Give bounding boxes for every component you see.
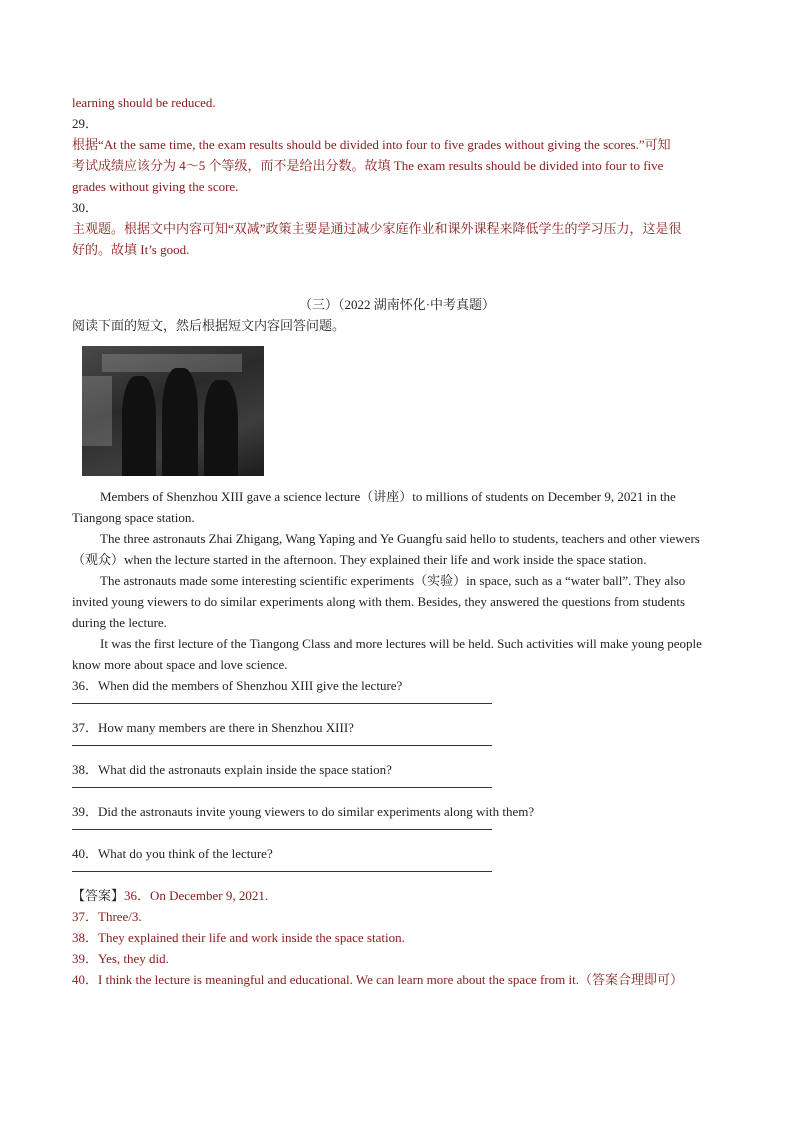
q29-explanation-2: 考试成绩应该分为 4～5 个等级，而不是给出分数。故填 The exam results should be divided into four to five (72, 158, 664, 173)
prev-answer-tail: learning should be reduced. (72, 95, 216, 110)
document-page (72, 92, 722, 990)
section-instruction: 阅读下面的短文，然后根据短文内容回答问题。 (72, 318, 346, 333)
passage-paragraph-2: The three astronauts Zhai Zhigang, Wang Yaping and Ye Guangfu said hello to students, teachers and other viewers（观众）when the lecture started in the afternoon. They explained their life and work inside the space station. (72, 531, 700, 567)
question-38: 38．What did the astronauts explain inside the space station? (72, 762, 392, 777)
passage-paragraph-4: It was the first lecture of the Tiangong Class and more lectures will be held. Such activities will make young people know more about space and love science. (72, 636, 702, 672)
answer-38: 38．They explained their life and work inside the space station. (72, 930, 405, 945)
section-title: （三）（2022 湖南怀化·中考真题） (298, 297, 496, 312)
answer-37: 37．Three/3. (72, 909, 142, 924)
question-36: 36．When did the members of Shenzhou XIII give the lecture? (72, 678, 403, 693)
answer-40: 40．I think the lecture is meaningful and educational. We can learn more about the space from it.（答案合理即可） (72, 972, 683, 987)
answer-line-37[interactable] (72, 745, 492, 746)
answer-line-40[interactable] (72, 871, 492, 872)
answer-36: 【答案】36．On December 9, 2021. (72, 888, 269, 903)
question-37: 37．How many members are there in Shenzhou XIII? (72, 720, 354, 735)
question-39: 39．Did the astronauts invite young viewers to do similar experiments along with them? (72, 804, 535, 819)
passage-paragraph-3: The astronauts made some interesting scientific experiments（实验）in space, such as a “water ball”. They also invited young viewers to do similar experiments along with them. Besides, they answered the questions from students during the lecture. (72, 573, 686, 630)
q29-explanation-1: 根据“At the same time, the exam results should be divided into four to five grades without giving the scores.”可知 (72, 137, 671, 152)
answer-39: 39．Yes, they did. (72, 951, 169, 966)
q29-explanation-3: grades without giving the score. (72, 179, 239, 194)
q30-number: 30． (72, 200, 99, 215)
q29-number: 29． (72, 116, 99, 131)
answer-line-38[interactable] (72, 787, 492, 788)
answer-label: 【答案】 (72, 888, 125, 903)
passage-paragraph-1: Members of Shenzhou XIII gave a science lecture（讲座）to millions of students on December 9, 2021 in the Tiangong space station. (72, 489, 676, 525)
answer-line-36[interactable] (72, 703, 492, 704)
astronauts-photo (82, 346, 264, 476)
q30-explanation-2: 好的。故填 It’s good. (72, 242, 190, 257)
question-40: 40．What do you think of the lecture? (72, 846, 273, 861)
answer-line-39[interactable] (72, 829, 492, 830)
q30-explanation-1: 主观题。根据文中内容可知“双减”政策主要是通过减少家庭作业和课外课程来降低学生的学习压力，这是很 (72, 221, 682, 236)
